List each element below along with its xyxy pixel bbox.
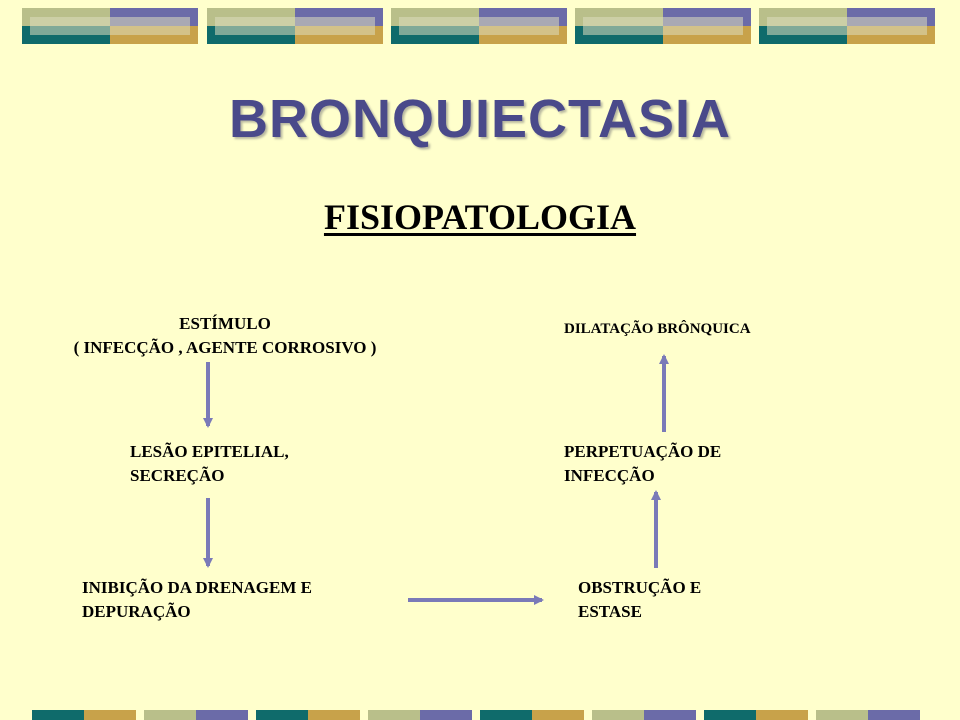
subtitle-text: FISIOPATOLOGIA	[323, 197, 637, 237]
node-inhibition-line2: DEPURAÇÃO	[82, 602, 191, 621]
node-stimulus-line2: ( INFECÇÃO , AGENTE CORROSIVO )	[73, 338, 377, 357]
node-obstruction-line1: OBSTRUÇÃO E	[578, 578, 702, 597]
node-stimulus-line1: ESTÍMULO	[179, 314, 271, 333]
node-dilation-line1: DILATAÇÃO BRÔNQUICA	[564, 321, 751, 337]
node-inhibition-line1: INIBIÇÃO DA DRENAGEM E	[82, 578, 312, 597]
bottom-decorative-band	[0, 710, 960, 720]
slide-title: BRONQUIECTASIA	[228, 89, 731, 149]
node-obstruction-line2: ESTASE	[578, 602, 642, 621]
node-lesion-line1: LESÃO EPITELIAL,	[130, 442, 289, 461]
node-lesion-line2: SECREÇÃO	[130, 466, 225, 485]
node-perpetuation-line1: PERPETUAÇÃO DE	[564, 442, 722, 461]
node-perpetuation-line2: INFECÇÃO	[564, 466, 655, 485]
